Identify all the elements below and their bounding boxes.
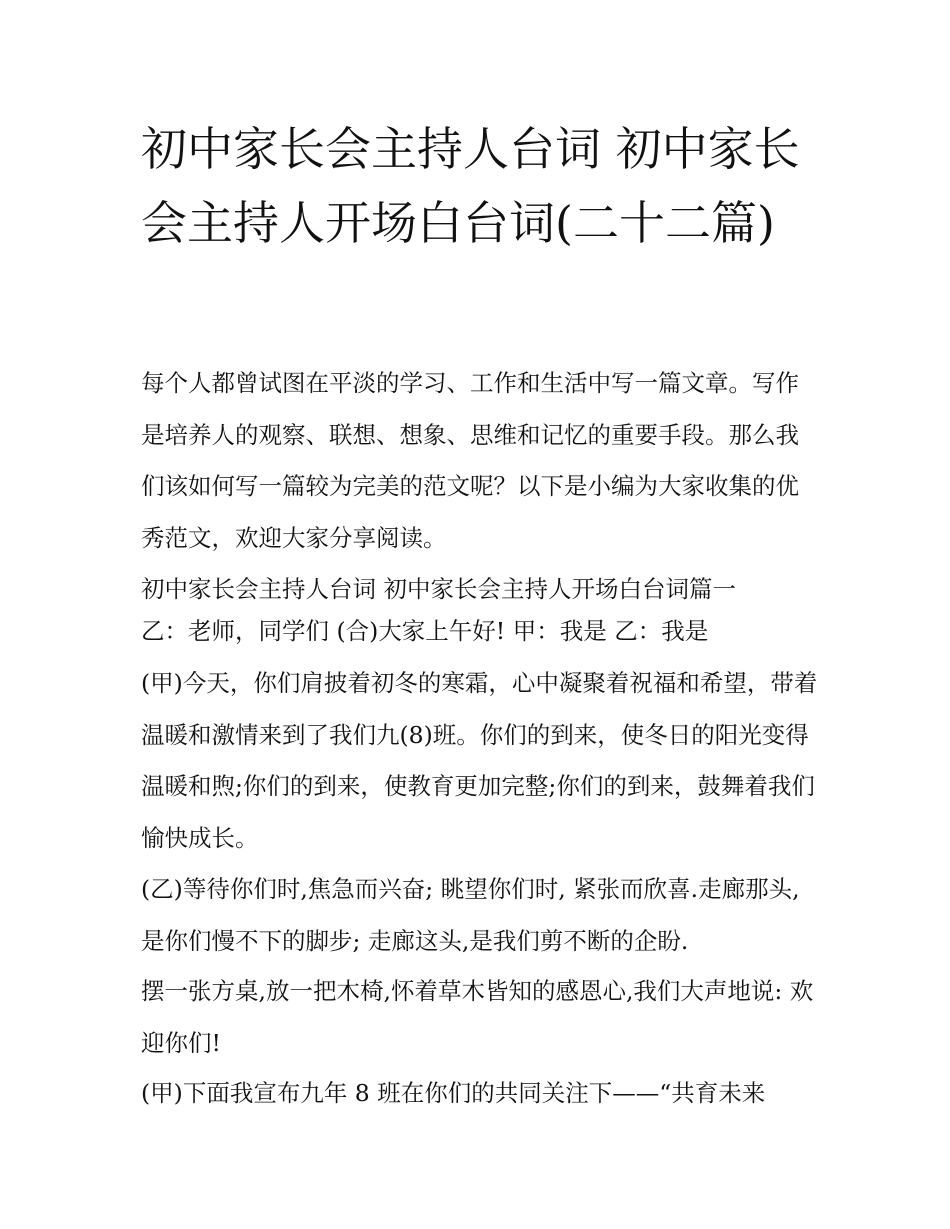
welcome-paragraph: 摆一张方桌,放一把木椅,怀着草木皆知的感恩心,我们大声地说: 欢迎你们! [141, 977, 814, 1057]
section-heading: 初中家长会主持人台词 初中家长会主持人开场白台词篇一 [141, 575, 736, 603]
script-paragraph-jia-1: (甲)今天，你们肩披着初冬的寒霜，心中凝聚着祝福和希望，带着温暖和激情来到了我们九(8)班。你们的到来，使冬日的阳光变得温暖和煦;你们的到来，使教育更加完整;你们的到来，鼓舞着我们愉快成长。 [141, 669, 818, 852]
document-title: 初中家长会主持人台词 初中家长会主持人开场白台词(二十二篇) [141, 122, 800, 250]
greeting-paragraph: 乙：老师，同学们 (合)大家上午好! 甲：我是 乙：我是 [141, 617, 709, 645]
script-paragraph-jia-2: (甲)下面我宣布九年 8 班在你们的共同关注下——“共育未来 [141, 1079, 766, 1107]
script-paragraph-yi: (乙)等待你们时,焦急而兴奋; 眺望你们时, 紧张而欣喜.走廊那头,是你们慢不下的脚步; 走廊这头,是我们剪不断的企盼. [141, 875, 800, 955]
intro-paragraph: 每个人都曾试图在平淡的学习、工作和生活中写一篇文章。写作是培养人的观察、联想、想象、思维和记忆的重要手段。那么我们该如何写一篇较为完美的范文呢？以下是小编为大家收集的优秀范文，欢迎大家分享阅读。 [141, 369, 799, 552]
